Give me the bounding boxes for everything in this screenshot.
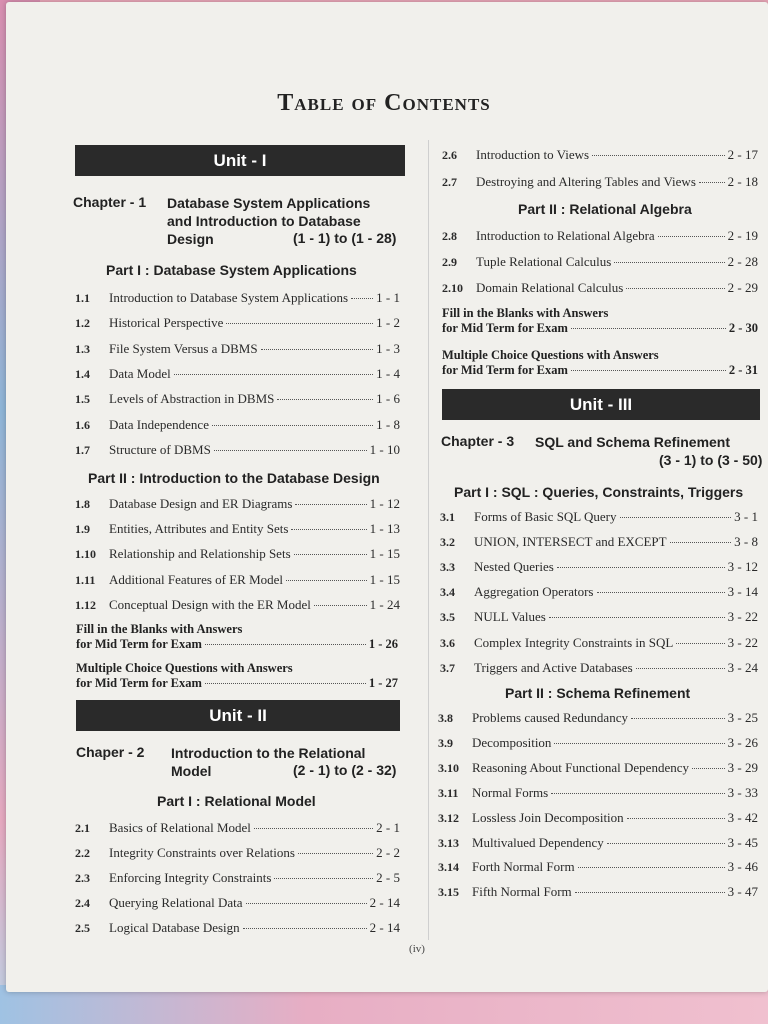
entry-number: 3.15 bbox=[438, 885, 459, 900]
entry-text: Basics of Relational Model bbox=[109, 820, 251, 835]
leader-dots bbox=[699, 182, 725, 183]
leader-dots bbox=[246, 903, 367, 904]
toc-entry bbox=[438, 735, 758, 751]
entry-page: 3 - 45 bbox=[727, 834, 758, 850]
entry-text: Domain Relational Calculus bbox=[476, 280, 624, 295]
entry-text: Integrity Constraints over Relations bbox=[109, 845, 295, 860]
entry-number: 3.8 bbox=[438, 711, 453, 725]
entry-text: Logical Database Design bbox=[109, 920, 240, 935]
leader-dots bbox=[631, 718, 725, 719]
entry-number: 1.8 bbox=[75, 497, 90, 511]
chapter-2-heading bbox=[76, 744, 406, 784]
entry-text: Destroying and Altering Tables and Views bbox=[476, 174, 696, 189]
entry-page: 2 - 18 bbox=[727, 174, 758, 189]
entry-text: Fifth Normal Form bbox=[472, 884, 572, 900]
toc-entry bbox=[440, 660, 758, 676]
entry-page: 3 - 26 bbox=[727, 734, 758, 750]
entry-page: 3 - 14 bbox=[727, 584, 758, 600]
entry-page: 2 - 31 bbox=[728, 363, 758, 377]
entry-page: 1 - 15 bbox=[369, 546, 400, 562]
part-heading: Part I : Relational Model bbox=[157, 793, 316, 809]
leader-dots bbox=[212, 425, 373, 426]
leader-dots bbox=[314, 605, 367, 606]
entry-text: Problems caused Redundancy bbox=[472, 710, 628, 725]
toc-entry bbox=[75, 341, 400, 357]
entry-number: 2.5 bbox=[75, 921, 90, 935]
toc-entry bbox=[75, 417, 400, 433]
leader-dots bbox=[692, 768, 725, 769]
entry-page: 1 - 8 bbox=[376, 416, 400, 432]
part-heading: Part II : Relational Algebra bbox=[518, 201, 692, 217]
toc-entry bbox=[442, 147, 758, 163]
toc-entry bbox=[75, 366, 400, 382]
entry-number: 2.10 bbox=[442, 281, 463, 295]
page-title: Table of Contents bbox=[277, 90, 491, 116]
leader-dots bbox=[295, 504, 366, 505]
entry-page: 2 - 28 bbox=[727, 254, 758, 269]
entry-page: 1 - 4 bbox=[376, 365, 400, 381]
leader-dots bbox=[351, 298, 373, 299]
fill-blanks-entry bbox=[442, 306, 758, 336]
toc-entry bbox=[442, 228, 758, 244]
entry-number: 2.9 bbox=[442, 255, 457, 269]
entry-page: 2 - 5 bbox=[376, 870, 400, 885]
chapter-1-heading bbox=[73, 194, 413, 250]
leader-dots bbox=[578, 867, 725, 868]
entry-text: Normal Forms bbox=[472, 784, 549, 800]
toc-entry bbox=[442, 280, 758, 296]
toc-entry bbox=[438, 835, 758, 851]
entry-page: 3 - 46 bbox=[727, 859, 758, 875]
toc-entry bbox=[75, 820, 400, 836]
entry-page: 3 - 24 bbox=[727, 659, 758, 675]
leader-dots bbox=[614, 262, 724, 263]
chapter-3-heading bbox=[441, 433, 761, 473]
entry-page: 3 - 8 bbox=[734, 534, 758, 550]
entry-number: 2.6 bbox=[442, 148, 457, 162]
part-heading: Part I : SQL : Queries, Constraints, Triggers bbox=[454, 484, 744, 500]
entry-text: Structure of DBMS bbox=[109, 441, 211, 457]
toc-entry bbox=[440, 609, 758, 625]
toc-entry bbox=[440, 509, 758, 525]
toc-entry bbox=[442, 174, 758, 190]
entry-text: Data Independence bbox=[109, 416, 209, 432]
entry-text: Entities, Attributes and Entity Sets bbox=[109, 521, 289, 537]
entry-text: Nested Queries bbox=[474, 559, 554, 575]
entry-page: 2 - 14 bbox=[369, 895, 400, 910]
entry-page: 2 - 30 bbox=[728, 321, 758, 335]
leader-dots bbox=[627, 818, 725, 819]
leader-dots bbox=[597, 592, 725, 593]
entry-number: 3.10 bbox=[438, 760, 459, 775]
entry-text: Fill in the Blanks with Answers bbox=[442, 306, 609, 320]
leader-dots bbox=[620, 517, 732, 518]
leader-dots bbox=[226, 323, 373, 324]
toc-entry bbox=[438, 810, 758, 826]
page-number: (iv) bbox=[409, 943, 425, 955]
entry-page: 3 - 22 bbox=[727, 609, 758, 625]
entry-number: 1.6 bbox=[75, 417, 90, 432]
toc-entry bbox=[75, 315, 400, 331]
entry-text: Aggregation Operators bbox=[474, 584, 594, 600]
leader-dots bbox=[205, 683, 366, 684]
toc-entry bbox=[75, 521, 400, 537]
chapter-label: Chapter - 1 bbox=[73, 194, 147, 210]
entry-number: 1.5 bbox=[75, 392, 90, 407]
entry-number: 2.7 bbox=[442, 175, 457, 189]
chapter-range: (2 - 1) to (2 - 32) bbox=[293, 762, 397, 778]
toc-entry bbox=[75, 442, 400, 458]
entry-number: 1.11 bbox=[75, 572, 96, 587]
entry-text: Additional Features of ER Model bbox=[109, 571, 284, 587]
entry-page: 1 - 10 bbox=[369, 441, 400, 457]
entry-number: 2.1 bbox=[75, 821, 90, 835]
entry-page: 3 - 29 bbox=[727, 759, 758, 775]
leader-dots bbox=[571, 370, 726, 371]
entry-page: 1 - 12 bbox=[369, 496, 400, 511]
entry-text: Introduction to Views bbox=[476, 147, 590, 162]
entry-page: 3 - 47 bbox=[727, 884, 758, 900]
entry-page: 1 - 24 bbox=[369, 596, 400, 612]
entry-text: for Mid Term for Exam bbox=[442, 363, 568, 377]
entry-page: 2 - 17 bbox=[727, 147, 758, 162]
leader-dots bbox=[294, 554, 367, 555]
entry-number: 2.8 bbox=[442, 229, 457, 243]
entry-text: Introduction to Relational Algebra bbox=[476, 228, 655, 243]
leader-dots bbox=[554, 743, 724, 744]
entry-text: Multiple Choice Questions with Answers bbox=[76, 661, 293, 675]
column-divider bbox=[428, 140, 429, 940]
leader-dots bbox=[636, 668, 725, 669]
leader-dots bbox=[676, 643, 724, 644]
leader-dots bbox=[174, 374, 373, 375]
entry-page: 1 - 27 bbox=[368, 676, 398, 690]
chapter-title: Introduction to the Relational Model bbox=[171, 745, 366, 779]
leader-dots bbox=[571, 328, 726, 329]
entry-page: 2 - 1 bbox=[376, 820, 400, 835]
entry-text: for Mid Term for Exam bbox=[76, 637, 202, 651]
entry-text: Relationship and Relationship Sets bbox=[109, 546, 291, 562]
entry-page: 3 - 42 bbox=[727, 809, 758, 825]
toc-entry bbox=[75, 546, 400, 562]
entry-page: 1 - 2 bbox=[376, 315, 400, 331]
toc-entry bbox=[440, 584, 758, 600]
leader-dots bbox=[549, 617, 725, 618]
entry-number: 1.12 bbox=[75, 597, 96, 612]
part-heading: Part II : Schema Refinement bbox=[505, 685, 691, 701]
toc-entry bbox=[75, 895, 400, 911]
entry-text: Data Model bbox=[109, 365, 171, 381]
leader-dots bbox=[551, 793, 724, 794]
toc-entry bbox=[442, 254, 758, 270]
leader-dots bbox=[592, 155, 725, 156]
entry-number: 3.6 bbox=[440, 635, 455, 650]
toc-entry bbox=[75, 391, 400, 407]
entry-number: 3.14 bbox=[438, 860, 459, 875]
entry-number: 3.13 bbox=[438, 835, 459, 850]
entry-text: for Mid Term for Exam bbox=[442, 321, 568, 335]
entry-number: 3.3 bbox=[440, 560, 455, 575]
entry-text: Reasoning About Functional Dependency bbox=[472, 759, 689, 775]
leader-dots bbox=[298, 853, 373, 854]
entry-text: Multiple Choice Questions with Answers bbox=[442, 348, 659, 362]
mcq-entry bbox=[76, 661, 398, 691]
toc-entry bbox=[75, 845, 400, 861]
toc-entry bbox=[440, 559, 758, 575]
chapter-range: (1 - 1) to (1 - 28) bbox=[293, 230, 397, 246]
entry-text: Tuple Relational Calculus bbox=[476, 254, 612, 269]
unit-2-banner: Unit - II bbox=[76, 700, 400, 731]
unit-3-banner: Unit - III bbox=[442, 389, 760, 420]
entry-text: Triggers and Active Databases bbox=[474, 659, 633, 675]
entry-number: 3.4 bbox=[440, 585, 455, 600]
leader-dots bbox=[277, 399, 373, 400]
entry-page: 1 - 1 bbox=[376, 290, 400, 305]
chapter-title: SQL and Schema Refinement bbox=[535, 434, 731, 450]
toc-entry bbox=[438, 785, 758, 801]
toc-entry bbox=[438, 859, 758, 875]
entry-number: 3.5 bbox=[440, 610, 455, 625]
chapter-range: (3 - 1) to (3 - 50) bbox=[659, 452, 763, 468]
leader-dots bbox=[575, 892, 725, 893]
entry-text: NULL Values bbox=[474, 609, 546, 625]
toc-entry bbox=[75, 572, 400, 588]
chapter-label: Chapter - 3 bbox=[441, 433, 515, 449]
entry-text: Levels of Abstraction in DBMS bbox=[109, 391, 275, 407]
mcq-entry bbox=[442, 348, 758, 378]
entry-page: 3 - 12 bbox=[727, 559, 758, 575]
entry-text: Introduction to Database System Applications bbox=[109, 290, 349, 305]
entry-number: 1.3 bbox=[75, 341, 90, 356]
entry-number: 1.1 bbox=[75, 291, 90, 305]
entry-number: 1.4 bbox=[75, 366, 90, 381]
part-heading: Part II : Introduction to the Database Design bbox=[88, 470, 380, 486]
toc-entry bbox=[75, 870, 400, 886]
leader-dots bbox=[214, 450, 367, 451]
unit-1-banner: Unit - I bbox=[75, 145, 405, 176]
entry-page: 3 - 25 bbox=[727, 710, 758, 725]
entry-text: Forth Normal Form bbox=[472, 859, 575, 875]
entry-number: 1.2 bbox=[75, 316, 90, 331]
toc-entry bbox=[75, 920, 400, 936]
toc-entry bbox=[440, 534, 758, 550]
leader-dots bbox=[286, 580, 367, 581]
entry-number: 1.7 bbox=[75, 442, 90, 457]
entry-page: 1 - 13 bbox=[369, 521, 400, 537]
entry-text: Database Design and ER Diagrams bbox=[109, 496, 293, 511]
entry-text: Decomposition bbox=[472, 734, 552, 750]
entry-page: 2 - 14 bbox=[369, 920, 400, 935]
entry-number: 2.3 bbox=[75, 871, 90, 885]
leader-dots bbox=[291, 529, 366, 530]
toc-entry bbox=[438, 710, 758, 726]
leader-dots bbox=[243, 928, 367, 929]
part-heading: Part I : Database System Applications bbox=[106, 262, 357, 278]
chapter-label: Chaper - 2 bbox=[76, 744, 145, 760]
entry-number: 3.11 bbox=[438, 785, 459, 800]
toc-entry bbox=[75, 496, 400, 512]
entry-page: 1 - 3 bbox=[376, 340, 400, 356]
entry-number: 3.12 bbox=[438, 810, 459, 825]
toc-entry bbox=[438, 884, 758, 900]
toc-entry bbox=[440, 635, 758, 651]
leader-dots bbox=[261, 349, 374, 350]
entry-number: 1.10 bbox=[75, 547, 96, 562]
entry-page: 1 - 26 bbox=[368, 637, 398, 651]
leader-dots bbox=[658, 236, 725, 237]
leader-dots bbox=[274, 878, 373, 879]
entry-page: 3 - 33 bbox=[727, 784, 758, 800]
entry-number: 3.1 bbox=[440, 510, 455, 524]
entry-text: Enforcing Integrity Constraints bbox=[109, 870, 272, 885]
leader-dots bbox=[254, 828, 373, 829]
entry-text: Multivalued Dependency bbox=[472, 834, 604, 850]
entry-text: Complex Integrity Constraints in SQL bbox=[474, 634, 674, 650]
entry-text: Conceptual Design with the ER Model bbox=[109, 596, 311, 612]
leader-dots bbox=[607, 843, 725, 844]
entry-text: Fill in the Blanks with Answers bbox=[76, 622, 243, 636]
toc-entry bbox=[438, 760, 758, 776]
entry-page: 2 - 29 bbox=[727, 280, 758, 295]
leader-dots bbox=[670, 542, 732, 543]
leader-dots bbox=[205, 644, 366, 645]
entry-text: Historical Perspective bbox=[109, 315, 224, 331]
entry-page: 2 - 2 bbox=[376, 845, 400, 860]
entry-number: 3.9 bbox=[438, 735, 453, 750]
leader-dots bbox=[626, 288, 724, 289]
toc-entry bbox=[75, 597, 400, 613]
entry-page: 1 - 15 bbox=[369, 571, 400, 587]
entry-text: Querying Relational Data bbox=[109, 895, 243, 910]
entry-number: 3.7 bbox=[440, 660, 455, 675]
entry-number: 1.9 bbox=[75, 522, 90, 537]
entry-number: 2.4 bbox=[75, 896, 90, 910]
entry-page: 3 - 1 bbox=[734, 509, 758, 524]
entry-page: 1 - 6 bbox=[376, 391, 400, 407]
entry-page: 2 - 19 bbox=[727, 228, 758, 243]
entry-page: 3 - 22 bbox=[727, 634, 758, 650]
entry-number: 2.2 bbox=[75, 846, 90, 860]
entry-text: File System Versus a DBMS bbox=[109, 340, 258, 356]
toc-entry bbox=[75, 290, 400, 306]
fill-blanks-entry bbox=[76, 622, 398, 652]
chapter-title: Database System Applications and Introduction to Database Design bbox=[167, 195, 371, 247]
entry-text: for Mid Term for Exam bbox=[76, 676, 202, 690]
entry-number: 3.2 bbox=[440, 535, 455, 550]
entry-text: UNION, INTERSECT and EXCEPT bbox=[474, 534, 667, 550]
entry-text: Lossless Join Decomposition bbox=[472, 809, 624, 825]
leader-dots bbox=[557, 567, 725, 568]
entry-text: Forms of Basic SQL Query bbox=[474, 509, 617, 524]
